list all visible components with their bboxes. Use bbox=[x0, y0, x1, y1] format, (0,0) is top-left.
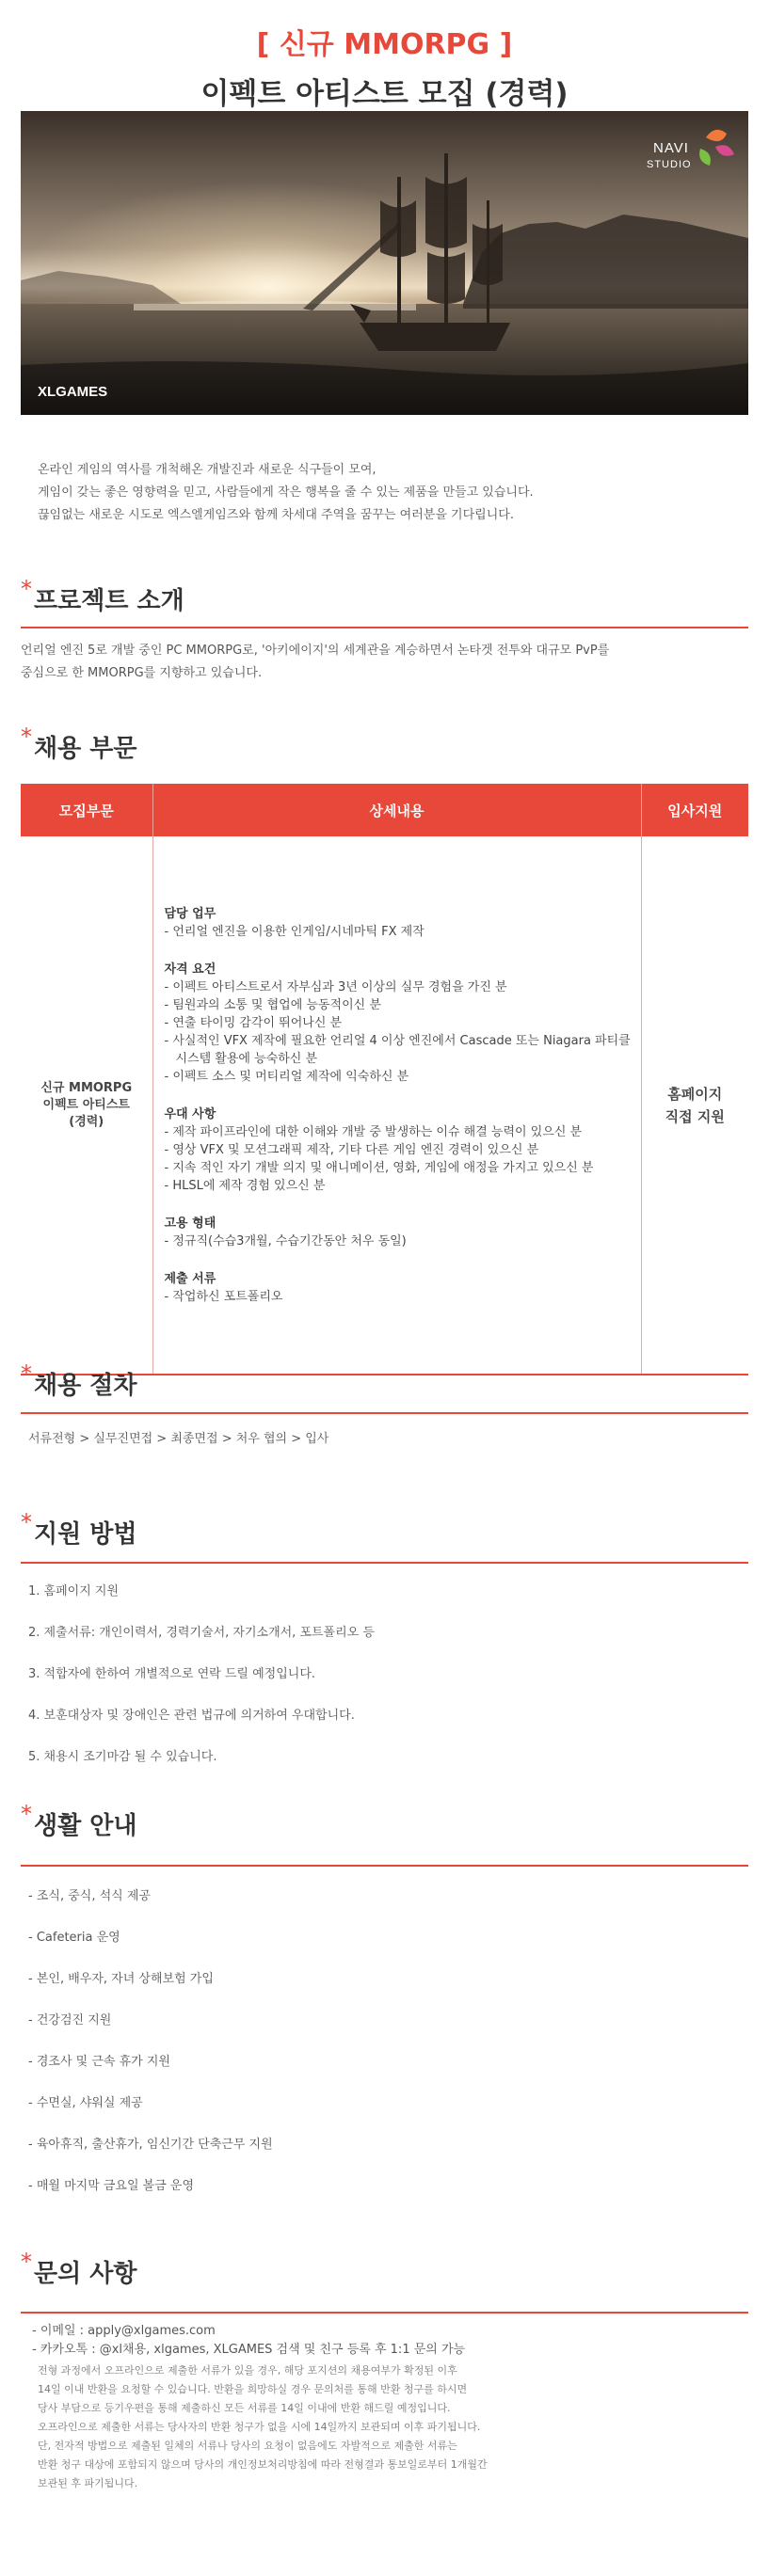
preferences-group: 우대 사항 - 제작 파이프라인에 대한 이해와 개발 중 발생하는 이슈 해결 능력이 있으신 분 - 영상 VFX 및 모션그래픽 제작, 기타 다른 게임 엔진 경력이 있으신 분 - 지속 적인 자기 개발 의지 및 애니메이션, 영화, 게임에 애정을 가지고 있으신 분 - HLSL에 제작 경험 있으신 분 bbox=[164, 1106, 594, 1193]
column-header: 모집부문 bbox=[21, 784, 152, 836]
list-item: - 수면실, 샤워실 제공 bbox=[28, 2096, 143, 2110]
intro-line: 끊임없는 새로운 시도로 엑스엘게임즈와 함께 차세대 주역을 꿈꾸는 여러분을 기다립니다. bbox=[38, 508, 514, 522]
documents-group: 제출 서류 - 작업하신 포트폴리오 bbox=[164, 1271, 283, 1304]
list-item: - 매월 마지막 금요일 볼금 운영 bbox=[28, 2179, 195, 2193]
list-item: 2. 제출서류: 개인이력서, 경력기술서, 자기소개서, 포트폴리오 등 bbox=[28, 1626, 375, 1640]
employment-type-group: 고용 형태 - 정규직(수습3개월, 수습기간동안 처우 동일) bbox=[164, 1216, 407, 1248]
section-divider bbox=[21, 627, 748, 628]
list-item: 4. 보훈대상자 및 장애인은 관련 법규에 의거하여 우대합니다. bbox=[28, 1709, 355, 1723]
page-title: 이펙트 아티스트 모집 (경력) bbox=[200, 77, 569, 111]
svg-text:STUDIO: STUDIO bbox=[647, 159, 692, 170]
svg-text:NAVI: NAVI bbox=[653, 140, 689, 156]
asterisk-icon: * bbox=[21, 2249, 32, 2275]
section-divider bbox=[21, 2312, 748, 2314]
apply-cell[interactable]: 홈페이지 직접 지원 bbox=[641, 836, 748, 1375]
how-list bbox=[28, 1582, 744, 1789]
recruit-table bbox=[21, 784, 748, 1375]
document-return-notice: 전형 과정에서 오프라인으로 제출한 서류가 있을 경우, 해당 포지션의 채용여부가 확정된 이후 14일 이내 반환을 요청할 수 있습니다. 반환을 희망하실 경우 문의처를 통해 반환 청구를 하시면 당사 부담으로 등기우편을 통해 제출하신 모든 서류를 14일 이내에 반환 해드릴 예정입니다. 오프라인으로 제출한 서류는 당사자의 반환 청구가 없을 시에 14일까지 보관되며 이후 파기됩니다. 단, 전자적 방법으로 제출된 일체의 서류나 당사의 요청이 없음에도 자발적으로 제출한 서류는 반환 청구 대상에 포함되지 않으며 당사의 개인정보처리방침에 따라 전형결과 통보일로부터 1개월간 보관된 후 파기됩니다. bbox=[38, 2364, 488, 2489]
section-heading-contact: *문의 사항 bbox=[21, 2249, 137, 2288]
hero-image bbox=[21, 111, 748, 415]
life-list bbox=[28, 1887, 744, 2218]
column-header: 상세내용 bbox=[152, 784, 641, 836]
asterisk-icon: * bbox=[21, 576, 32, 602]
section-heading-project: *프로젝트 소개 bbox=[21, 576, 184, 615]
intro-line: 온라인 게임의 역사를 개척해온 개발진과 새로운 식구들이 모여, bbox=[38, 463, 376, 477]
list-item: 3. 적합자에 한하여 개별적으로 연락 드릴 예정입니다. bbox=[28, 1667, 316, 1681]
list-item: 1. 홈페이지 지원 bbox=[28, 1584, 120, 1598]
list-item: - 건강검진 지원 bbox=[28, 2013, 112, 2027]
position-cell: 신규 MMORPG 이펙트 아티스트 (경력) bbox=[21, 836, 152, 1375]
contact-email[interactable]: - 이메일 : apply@xlgames.com bbox=[32, 2324, 216, 2338]
list-item: - 본인, 배우자, 자녀 상해보험 가입 bbox=[28, 1972, 214, 1986]
qualifications-group: 자격 요건 - 이펙트 아티스트로서 자부심과 3년 이상의 실무 경험을 가진 분 - 팀원과의 소통 및 협업에 능동적이신 분 - 연출 타이밍 감각이 뛰어나신 분 - 사실적인 VFX 제작에 필요한 언리얼 4 이상 엔진에서 Cascade 또는 Niagara 파티클 시스템 활용에 능숙하신 분 - 이펙트 소스 및 머티리얼 제작에 익숙하신 분 bbox=[164, 962, 631, 1084]
list-item: 5. 채용시 조기마감 될 수 있습니다. bbox=[28, 1750, 217, 1764]
table-row bbox=[21, 836, 748, 1375]
list-item: - 육아휴직, 출산휴가, 임신기간 단축근무 지원 bbox=[28, 2138, 273, 2152]
asterisk-icon: * bbox=[21, 1509, 32, 1535]
section-heading-how: *지원 방법 bbox=[21, 1509, 137, 1549]
section-heading-life: *생활 안내 bbox=[21, 1801, 137, 1840]
contact-info bbox=[32, 2322, 747, 2360]
column-header: 입사지원 bbox=[641, 784, 748, 836]
process-steps: 서류전형 > 실무진면접 > 최종면접 > 처우 협의 > 입사 bbox=[28, 1432, 329, 1446]
section-divider bbox=[21, 1412, 748, 1414]
section-divider bbox=[21, 1562, 748, 1564]
list-item: - Cafeteria 운영 bbox=[28, 1931, 120, 1945]
detail-cell bbox=[152, 836, 641, 1375]
section-heading-recruit: *채용 부문 bbox=[21, 724, 137, 763]
xlgames-logo: XLGAMES bbox=[38, 384, 108, 400]
posting-tag: [ 신규 MMORPG ] bbox=[256, 28, 513, 61]
asterisk-icon: * bbox=[21, 1360, 32, 1387]
contact-kakao: - 카카오톡 : @xl채용, xlgames, XLGAMES 검색 및 친구 등록 후 1:1 문의 가능 bbox=[32, 2343, 466, 2357]
pirate-ship-sunset-illustration bbox=[21, 111, 748, 415]
list-item: - 조식, 중식, 석식 제공 bbox=[28, 1889, 151, 1903]
intro-text bbox=[38, 459, 734, 527]
list-item: - 경조사 및 근속 휴가 지원 bbox=[28, 2055, 170, 2069]
project-description: 언리얼 엔진 5로 개발 중인 PC MMORPG로, '아키에이지'의 세계관을 계승하면서 논타겟 전투와 대규모 PvP를 중심으로 한 MMORPG를 지향하고 있습니다. bbox=[21, 644, 610, 680]
section-heading-process: *채용 절차 bbox=[21, 1360, 137, 1400]
duties-group: 담당 업무 - 언리얼 엔진을 이용한 인게임/시네마틱 FX 제작 bbox=[164, 906, 425, 939]
asterisk-icon: * bbox=[21, 1801, 32, 1827]
section-divider bbox=[21, 1865, 748, 1867]
intro-line: 게임이 갖는 좋은 영향력을 믿고, 사람들에게 작은 행복을 줄 수 있는 제품을 만들고 있습니다. bbox=[38, 485, 534, 500]
asterisk-icon: * bbox=[21, 724, 32, 750]
